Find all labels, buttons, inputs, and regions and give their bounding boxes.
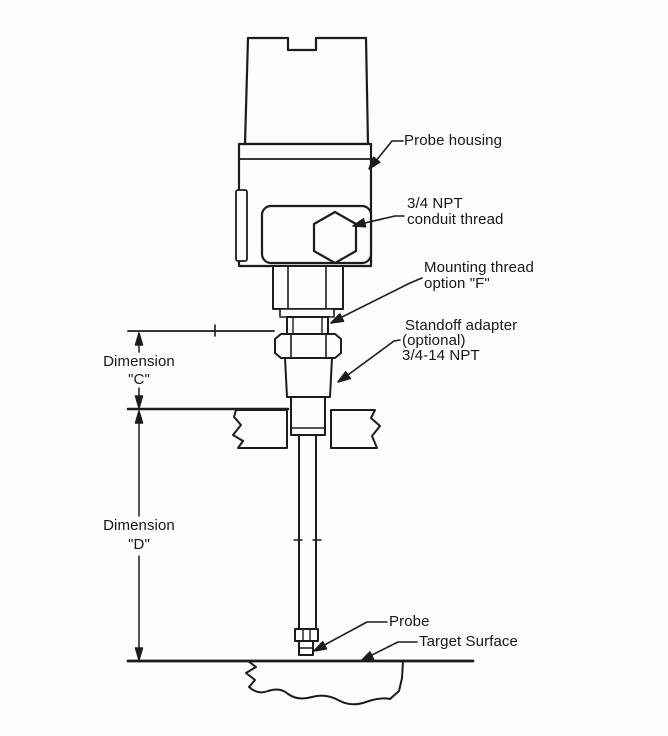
dimension-c-label-line2: "C" bbox=[128, 371, 150, 388]
standoff-adapter-leader bbox=[341, 340, 400, 380]
probe-tip-nut bbox=[295, 629, 318, 641]
probe-housing-body bbox=[236, 144, 371, 266]
probe-leader bbox=[317, 622, 387, 649]
standoff-adapter-label-line2: (optional) bbox=[402, 332, 466, 349]
conduit-thread-label-line1: 3/4 NPT bbox=[407, 195, 463, 212]
dimension-c-label-line1: Dimension bbox=[103, 353, 175, 370]
dimension-d-label-line2: "D" bbox=[128, 536, 150, 553]
standoff-adapter-label-line1: Standoff adapter bbox=[405, 317, 518, 334]
standoff-adapter-label-line3: 3/4-14 NPT bbox=[402, 347, 480, 364]
probe-label: Probe bbox=[389, 613, 430, 630]
conduit-plug-hex bbox=[314, 212, 356, 263]
housing-side-tab bbox=[236, 190, 247, 261]
target-surface-label: Target Surface bbox=[419, 633, 518, 650]
probe-rod bbox=[294, 435, 321, 655]
mounting-thread-label-line2: option "F" bbox=[424, 275, 490, 292]
mounting-thread-label-line1: Mounting thread bbox=[424, 259, 534, 276]
mounting-thread-neck bbox=[273, 266, 343, 334]
mounting-thread-leader bbox=[334, 278, 422, 321]
probe-housing-label: Probe housing bbox=[404, 132, 503, 149]
probe-housing-cover bbox=[245, 38, 368, 144]
target-surface bbox=[128, 661, 473, 704]
dimension-d-label-line1: Dimension bbox=[103, 517, 175, 534]
conduit-thread-label-line2: conduit thread bbox=[407, 211, 504, 228]
